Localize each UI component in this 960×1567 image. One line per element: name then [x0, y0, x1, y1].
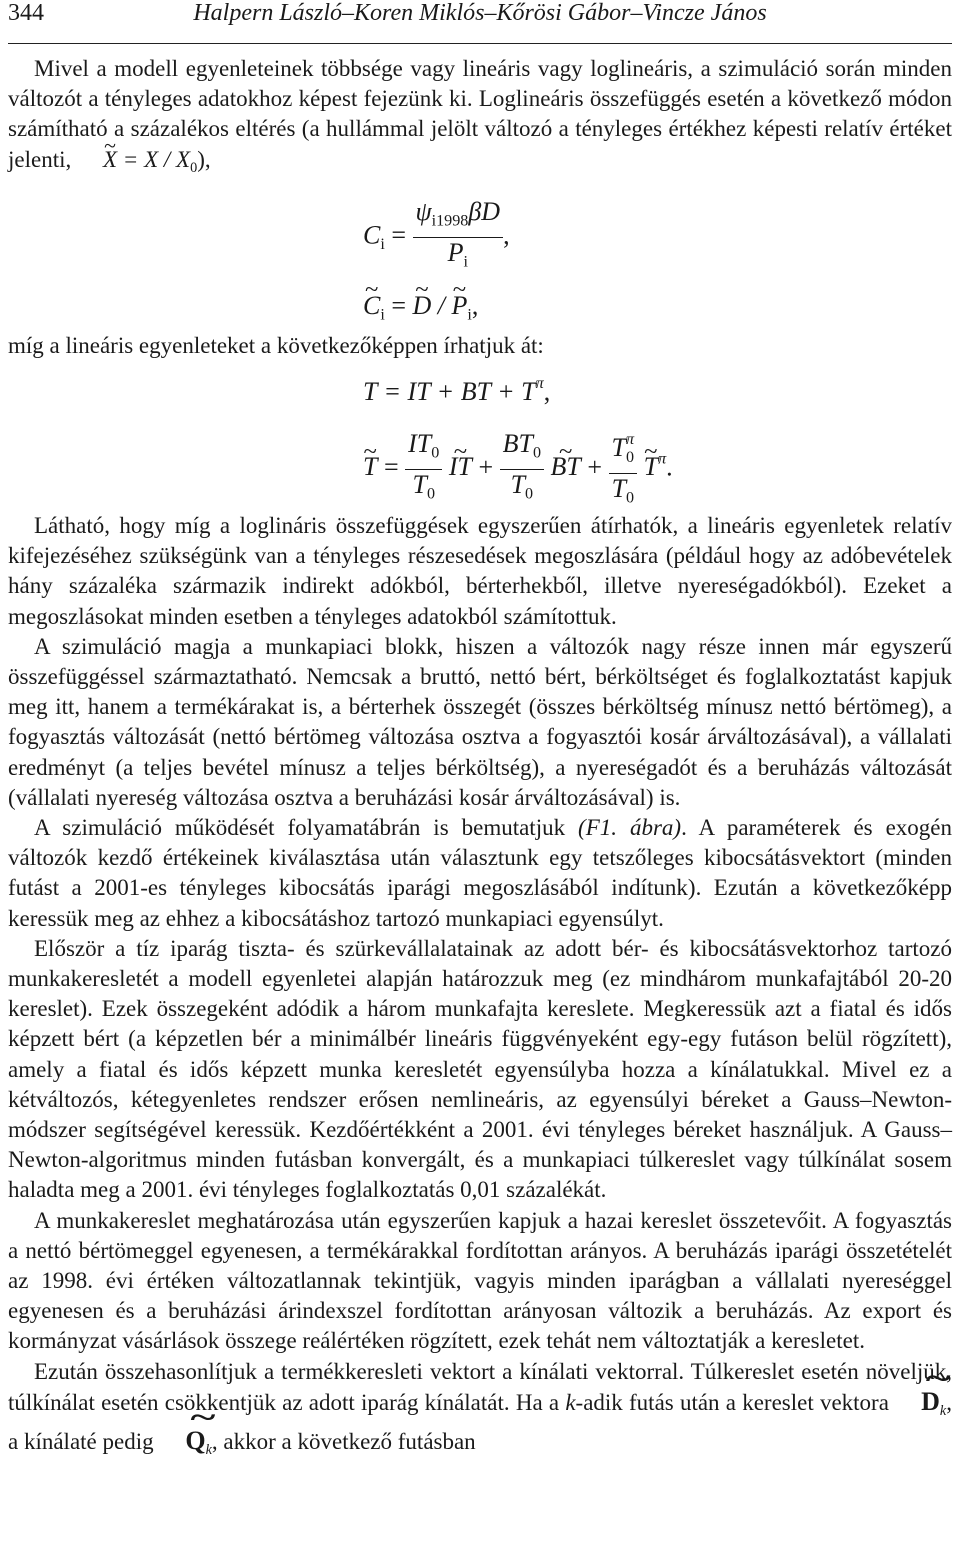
article-body — [8, 54, 952, 1465]
paragraph-intro: Mivel a modell egyenleteinek többsége vagy lineáris vagy loglineáris, a szimuláció során minden változót a tényleges adatokhoz képest fejezünk ki. Loglineáris összefüggés esetén a következő módon számítható a százalékos eltérés (a hullámmal jelölt változó a tényleges értékhez képesti relatív értéket jelenti, ~ $X = X / X_0$), — [8, 54, 952, 183]
running-head: Halpern László–Koren Miklós–Kőrösi Gábor–Vincze János — [193, 0, 767, 26]
paragraph-1: Látható, hogy míg a loglináris összefüggések egyszerűen átírhatók, a lineáris egyenletek relatív kifejezéséhez szükségünk van a tényleges részesedések megoszlására (például hogy az adóbevételek hány százaléka származik indirekt adókból, bérterhekből, illetve nyereségadókból). Ezeket a megoszlásokat minden esetben a tényleges adatokból számítottuk. — [8, 513, 952, 629]
vector-q: ~ Q — [159, 1426, 205, 1457]
paragraph-6: Ezután összehasonlítjuk a termékkeresleti vektort a kínálati vektorral. Túlkereslet esetén növeljük, túlkínálat esetén csökkentjük az adott iparág kínálatát. Ha a k-adik futás után a kereslet vektora ~ $D_k$, a kínálaté pedig ~ $Q_k$, akkor a következő futásban — [8, 1357, 952, 1466]
paragraph-3: A szimuláció működését folyamatábrán is bemutatjuk (F1. ábra). A paraméterek és exogén változók kezdő értékeinek kiválasztása után választunk egy tetszőleges kibocsátásvektort (minden futást a 2001-es tényleges kibocsátás iparági megoszlásából indítunk). Ezután a következőképp keressük meg az ehhez a kibocsátáshoz tartozó munkapiaci egyensúlyt. — [8, 815, 952, 931]
equation-ci: $C_i$ = $\frac{\psi_{i1998}\beta D}{P_i}$ , — [363, 196, 510, 271]
paragraph-4: Először a tíz iparág tiszta- és szürkevállalatainak az adott bér- és kibocsátásvektorhoz tartozó munkakeresletét a modell egyenletei alapján határozzuk meg (ez mindhárom munkafajtából 20-20 kereslet). Ezek összegeként adódik a három munkafajta kereslete. Megkeressük azt a fiatal és idős képzett bért (a képzetlen bér a minimálbér lineáris függvényeként egy-egy futáson belül rögzített), amely a fiatal és idős képzett munka keresletét egyensúlyba hozza a kínálatukkal. Mivel ez a kétváltozós, kétegyenletes rendszer erősen nemlineáris, az egyensúlyi béreket a Gauss–Newton-módszer segítségével keressük. Kezdőértékként a 2001. évi tényleges béreket használjuk. A Gauss–Newton-algoritmus minden futásban konvergált, és a munkapiaci túlkereslet vagy túlkínálat sosem haladta meg a 2001. évi tényleges foglalkoztatás 0,01 százalékát. — [8, 935, 952, 1203]
page-number: 344 — [8, 0, 44, 26]
formula-inline-x: ~ $X = X / X_0$ — [77, 147, 197, 172]
page-header — [8, 0, 952, 44]
paragraph-linear: míg a lineáris egyenleteket a következőképpen írhatjuk át: — [8, 332, 544, 358]
equation-ci-tilde: ~ $C_i$ = ~ D / ~ $P_i$, — [8, 279, 952, 331]
paragraph-5: A munkakereslet meghatározása után egyszerűen kapjuk a hazai kereslet összetevőit. A fogyasztás a nettó bértömeggel egyenesen, a termékárakkal fordítottan arányos. A beruházás iparági összetételét az 1998. évi értéken változatlannak tekintjük, vagyis minden iparágban a vállalati nyereséggel egyenesen és a beruházási árindexszel fordítottan arányosan változik a beruházás. Az export és kormányzat vásárlások összege reálértéken rögzített, ezek tehát nem változtatják a keresletet. — [8, 1207, 952, 1354]
equation-t-tilde: ~ T = $\frac{IT_0}{T_0}$ ~ IT + $\frac{BT_0}{T_0}$ ~ BT + $\frac{T^\pi_0}{T_0}$ ~ $T^\pi$. — [8, 411, 952, 511]
vector-d: ~ D — [895, 1387, 940, 1418]
paragraph-2: A szimuláció magja a munkapiaci blokk, hiszen a változók nagy része innen már egyszerű összefüggéssel származtatható. Nemcsak a bruttó, nettó bért, bérköltséget és foglalkoztatást kapjuk meg itt, hanem a termékárakat is, a bérterhek összegét (összes bérköltség mínusz nettó bértömeg), a fogyasztás változását (nettó bértömeg változása osztva a fogyasztói kosár árváltozásával), a vállalati eredményt (a teljes bevétel mínusz a teljes bérköltség), a nyereségadót és a beruházás változását (vállalati nyereség változása osztva a beruházási kosár árváltozásával) is. — [8, 633, 952, 810]
figure-reference: (F1. ábra) — [578, 815, 682, 841]
equation-t: T = IT + BT + $T^\pi$, — [363, 375, 551, 407]
